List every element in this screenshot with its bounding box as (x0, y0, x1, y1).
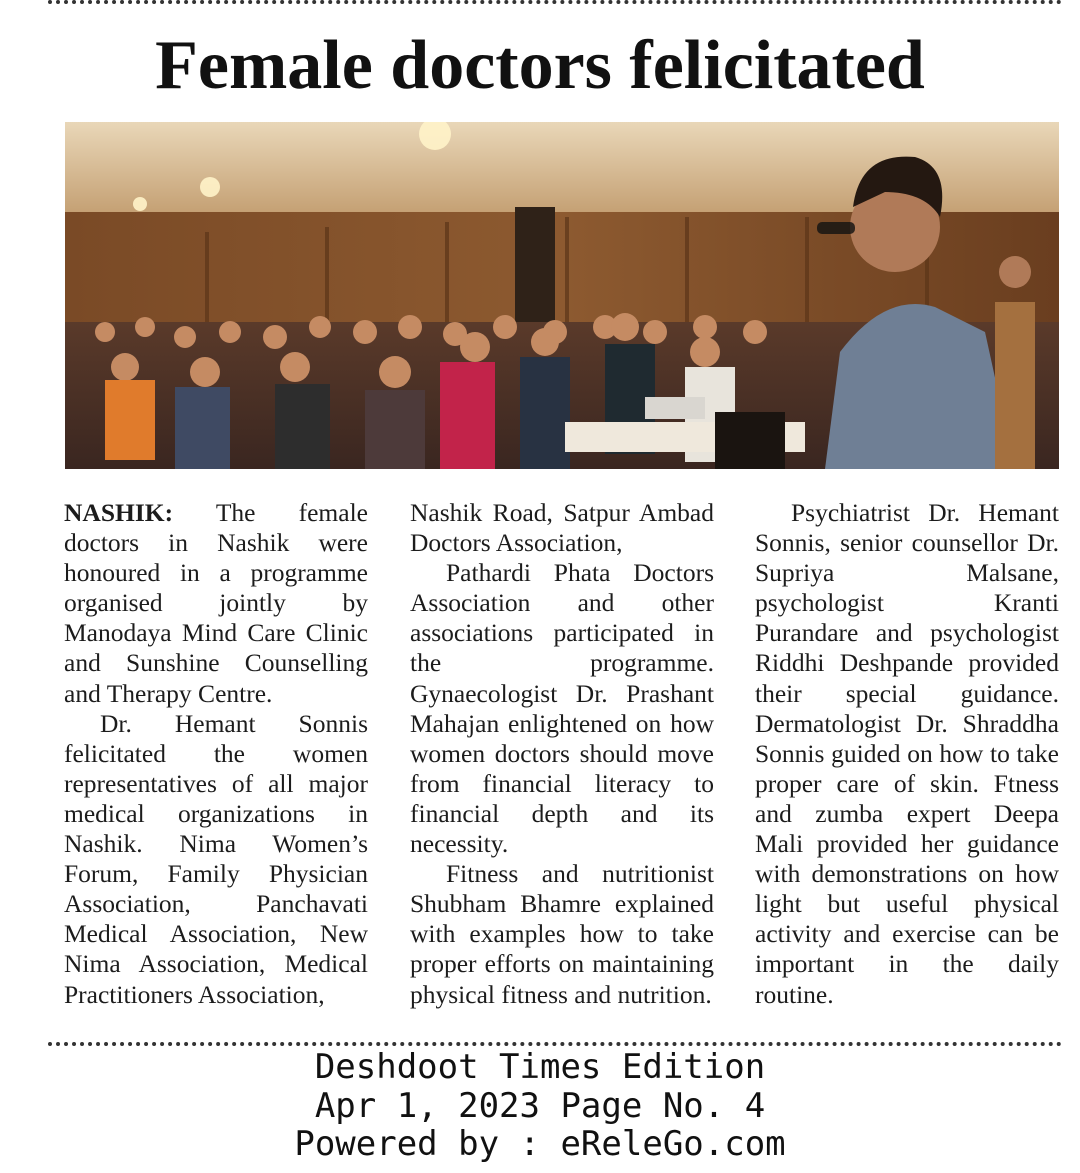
dateline: NASHIK: (64, 498, 174, 527)
headline: Female doctors felicitated (155, 27, 925, 104)
article-paragraph: Pathardi Phata Doctors Association and other associations participated in the programme. Gynaecologist Dr. Prashant Mahajan enlightened on how women doctors should move from financial literacy to financial depth and its necessity. (410, 558, 714, 859)
article-paragraph: Dr. Hemant Sonnis felicitated the women representatives of all major medical organizations in Nashik. Nima Women’s Forum, Family Physician Association, Panchavati Medical Association, New Nima Association, Medical Practitioners Association, (64, 708, 368, 1009)
bottom-dotted-rule (48, 1042, 1062, 1046)
event-photo-icon (65, 122, 1059, 469)
article-paragraph (64, 498, 368, 709)
article-paragraph: Nashik Road, Satpur Ambad Doctors Association, (410, 498, 714, 558)
article-paragraph: Psychiatrist Dr. Hemant Sonnis, senior counsellor Dr. Supriya Malsane, psychologist Kranti Purandare and psychologist Riddhi Deshpande provided their special guidance. Dermatologist Dr. Shraddha Sonnis guided on how to take proper care of skin. Ftness and zumba expert Deepa Mali provided her guidance with demonstrations on how light but useful physical activity and exercise can be important in the daily routine. (755, 498, 1059, 1009)
article-column-3 (755, 498, 1059, 1010)
footer-date-page: Apr 1, 2023 Page No. 4 (314, 1086, 766, 1126)
paragraph-text: The female doctors in Nashik were honoured in a programme organised jointly by Manodaya Mind Care Clinic and Sunshine Counselling and Therapy Centre. (64, 498, 368, 708)
article-column-2 (410, 498, 714, 1010)
footer-edition: Deshdoot Times Edition (314, 1047, 766, 1087)
article-paragraph: Fitness and nutritionist Shubham Bhamre explained with examples how to take proper efforts on maintaining physical fitness and nutrition. (410, 859, 714, 1009)
article-column-1 (64, 498, 368, 1010)
top-dotted-rule (48, 0, 1062, 4)
event-photo (65, 122, 1059, 469)
footer-powered-by: Powered by : eReleGo.com (294, 1124, 786, 1164)
